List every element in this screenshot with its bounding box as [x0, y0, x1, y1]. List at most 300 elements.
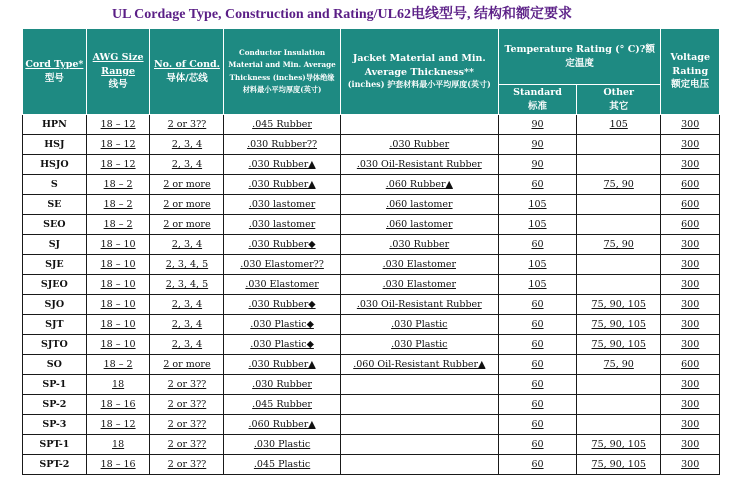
cell-conductors	[150, 175, 224, 195]
cell-voltage-text: 300	[681, 319, 700, 330]
cell-voltage	[661, 415, 720, 435]
header-cord-type-label: Cord Type*	[25, 58, 84, 70]
cell-jacket	[340, 435, 498, 455]
cell-conductors-text: 2, 3, 4	[171, 239, 203, 250]
cell-voltage	[661, 255, 720, 275]
cell-insulation-text: .045 Rubber	[252, 399, 312, 410]
cell-voltage-text: 300	[681, 459, 700, 470]
cell-awg-text: 18 – 10	[100, 259, 136, 270]
cell-standard-text: 105	[528, 279, 547, 290]
cell-awg-text: 18	[112, 379, 125, 390]
cell-awg-text: 18 – 12	[100, 119, 136, 130]
cell-awg	[86, 455, 150, 475]
cell-voltage-text: 300	[681, 419, 700, 430]
cell-standard	[498, 315, 576, 335]
cell-voltage-text: 600	[681, 359, 700, 370]
cell-conductors-text: 2 or 3??	[167, 379, 207, 390]
cell-awg-text: 18 – 2	[103, 219, 133, 230]
cell-insulation	[224, 295, 340, 315]
cell-awg	[86, 295, 150, 315]
cell-jacket-text: .030 Oil-Resistant Rubber	[356, 299, 482, 310]
cell-conductors	[150, 195, 224, 215]
cordage-table	[22, 28, 720, 475]
cell-voltage	[661, 375, 720, 395]
cell-standard	[498, 115, 576, 135]
cell-standard-text: 60	[531, 319, 544, 330]
cell-voltage-text: 600	[681, 179, 700, 190]
cell-awg-text: 18 – 12	[100, 419, 136, 430]
cell-conductors	[150, 355, 224, 375]
cell-other	[577, 215, 661, 235]
cell-other	[577, 375, 661, 395]
header-standard-cn: 标准	[528, 100, 548, 112]
table-row	[23, 135, 720, 155]
cell-voltage-text: 300	[681, 119, 700, 130]
table-row	[23, 295, 720, 315]
cell-awg-text: 18 – 12	[100, 139, 136, 150]
cell-standard	[498, 415, 576, 435]
cell-cord-type: HSJ	[23, 135, 87, 155]
cell-insulation	[224, 255, 340, 275]
cell-jacket	[340, 335, 498, 355]
cell-standard-text: 60	[531, 419, 544, 430]
cell-standard	[498, 255, 576, 275]
cell-voltage-text: 300	[681, 279, 700, 290]
header-temperature-label: Temperature Rating (° C)?额定温度	[504, 43, 655, 69]
cell-jacket-text: .060 Rubber▲	[385, 179, 453, 190]
cell-jacket-text: .030 Plastic	[391, 339, 448, 350]
cell-awg	[86, 195, 150, 215]
cell-other-text: 75, 90, 105	[591, 439, 646, 450]
cell-cord-type: SO	[23, 355, 87, 375]
cell-conductors-text: 2 or 3??	[167, 439, 207, 450]
cell-awg-text: 18 – 10	[100, 339, 136, 350]
cell-conductors-text: 2, 3, 4	[171, 319, 203, 330]
cell-conductors-text: 2, 3, 4	[171, 159, 203, 170]
cell-voltage	[661, 455, 720, 475]
cell-jacket	[340, 415, 498, 435]
table-body	[23, 115, 720, 475]
cell-voltage	[661, 435, 720, 455]
cell-insulation-text: .060 Rubber▲	[248, 419, 316, 430]
table-header	[23, 29, 720, 115]
cell-jacket	[340, 275, 498, 295]
table-row	[23, 455, 720, 475]
cell-voltage	[661, 355, 720, 375]
cell-cord-type: HPN	[23, 115, 87, 135]
cell-other	[577, 335, 661, 355]
cell-awg	[86, 355, 150, 375]
cell-voltage-text: 300	[681, 259, 700, 270]
cell-other	[577, 355, 661, 375]
cell-voltage-text: 300	[681, 379, 700, 390]
cell-awg	[86, 175, 150, 195]
cell-other	[577, 195, 661, 215]
cell-voltage	[661, 155, 720, 175]
cell-voltage-text: 300	[681, 139, 700, 150]
header-other-cn: 其它	[609, 100, 629, 112]
cell-cord-type: SJTO	[23, 335, 87, 355]
cell-conductors	[150, 215, 224, 235]
cell-standard	[498, 275, 576, 295]
cell-standard-text: 60	[531, 379, 544, 390]
cell-voltage-text: 300	[681, 339, 700, 350]
cell-cord-type: SP-2	[23, 395, 87, 415]
cell-cord-type: HSJO	[23, 155, 87, 175]
cell-awg	[86, 215, 150, 235]
cell-other	[577, 415, 661, 435]
cell-insulation	[224, 275, 340, 295]
cell-awg-text: 18 – 2	[103, 179, 133, 190]
header-voltage-label: Voltage Rating	[670, 51, 711, 77]
cell-other-text: 75, 90, 105	[591, 459, 646, 470]
cell-awg-text: 18 – 16	[100, 399, 136, 410]
cell-conductors-text: 2 or 3??	[167, 459, 207, 470]
cell-insulation	[224, 335, 340, 355]
cell-voltage	[661, 195, 720, 215]
cell-insulation-text: .030 Plastic◆	[250, 319, 314, 330]
cell-standard-text: 60	[531, 339, 544, 350]
cell-conductors-text: 2 or 3??	[167, 419, 207, 430]
cell-jacket	[340, 255, 498, 275]
header-jacket-label: Jacket Material and Min. Average Thickness**	[352, 52, 486, 78]
cell-voltage	[661, 215, 720, 235]
cell-conductors	[150, 395, 224, 415]
cell-jacket-text: .060 Oil-Resistant Rubber▲	[353, 359, 486, 370]
cell-conductors	[150, 435, 224, 455]
header-standard-label: Standard	[513, 86, 562, 98]
cell-conductors-text: 2 or 3??	[167, 399, 207, 410]
header-awg	[86, 29, 150, 115]
cell-conductors-text: 2, 3, 4, 5	[165, 279, 209, 290]
cell-insulation-text: .030 lastomer	[248, 199, 316, 210]
cell-jacket-text: .030 Oil-Resistant Rubber	[356, 159, 482, 170]
cell-insulation-text: .030 Rubber◆	[248, 239, 316, 250]
cell-jacket	[340, 295, 498, 315]
cell-voltage	[661, 175, 720, 195]
cell-awg	[86, 155, 150, 175]
table-row	[23, 235, 720, 255]
cell-other	[577, 235, 661, 255]
cell-insulation-text: .030 Rubber	[252, 379, 312, 390]
cell-conductors	[150, 235, 224, 255]
cell-conductors	[150, 255, 224, 275]
cell-awg-text: 18 – 10	[100, 239, 136, 250]
cell-standard	[498, 375, 576, 395]
header-insulation	[224, 29, 340, 115]
cell-awg	[86, 435, 150, 455]
cell-jacket	[340, 175, 498, 195]
header-awg-label: AWG Size Range	[92, 51, 144, 77]
cell-cord-type: SPT-1	[23, 435, 87, 455]
cell-cord-type: SEO	[23, 215, 87, 235]
cell-other	[577, 135, 661, 155]
cell-standard-text: 60	[531, 179, 544, 190]
cell-voltage-text: 300	[681, 159, 700, 170]
cell-awg-text: 18 – 10	[100, 299, 136, 310]
cell-insulation	[224, 375, 340, 395]
cell-standard-text: 105	[528, 199, 547, 210]
cell-standard-text: 60	[531, 239, 544, 250]
cell-standard	[498, 175, 576, 195]
header-other-label: Other	[603, 86, 635, 98]
cell-conductors-text: 2 or more	[163, 219, 211, 230]
cell-conductors-text: 2 or more	[163, 199, 211, 210]
cell-other	[577, 315, 661, 335]
cell-awg-text: 18	[112, 439, 125, 450]
cell-awg-text: 18 – 16	[100, 459, 136, 470]
cell-standard-text: 60	[531, 399, 544, 410]
table-row	[23, 115, 720, 135]
cell-standard	[498, 335, 576, 355]
cell-jacket	[340, 315, 498, 335]
cell-other-text: 75, 90	[603, 359, 634, 370]
cell-other	[577, 295, 661, 315]
cell-other	[577, 455, 661, 475]
cell-standard	[498, 435, 576, 455]
cell-conductors	[150, 275, 224, 295]
cell-conductors	[150, 455, 224, 475]
cell-standard	[498, 295, 576, 315]
cell-other	[577, 435, 661, 455]
cell-insulation-text: .045 Plastic	[253, 459, 311, 470]
table-row	[23, 195, 720, 215]
cell-jacket-text: .030 Rubber	[389, 139, 450, 150]
cell-insulation-text: .030 Plastic	[253, 439, 311, 450]
cell-conductors-text: 2, 3, 4, 5	[165, 259, 209, 270]
cell-jacket	[340, 215, 498, 235]
cell-conductors	[150, 295, 224, 315]
cell-jacket-text: .060 lastomer	[386, 219, 453, 230]
cell-voltage	[661, 395, 720, 415]
cell-awg	[86, 415, 150, 435]
cell-insulation-text: .030 Plastic◆	[250, 339, 314, 350]
cell-standard-text: 60	[531, 459, 544, 470]
cell-awg	[86, 315, 150, 335]
table-row	[23, 155, 720, 175]
cell-standard-text: 90	[531, 139, 544, 150]
cell-voltage-text: 300	[681, 299, 700, 310]
cell-other	[577, 395, 661, 415]
cell-cord-type: SJ	[23, 235, 87, 255]
cell-insulation	[224, 155, 340, 175]
cell-insulation-text: .030 Rubber▲	[248, 179, 316, 190]
table-row	[23, 355, 720, 375]
cell-voltage-text: 300	[681, 399, 700, 410]
cell-cord-type: SJT	[23, 315, 87, 335]
cell-voltage	[661, 235, 720, 255]
cell-standard	[498, 395, 576, 415]
cell-cord-type: SJEO	[23, 275, 87, 295]
cell-insulation	[224, 235, 340, 255]
cell-awg	[86, 255, 150, 275]
cell-insulation-text: .030 Rubber??	[247, 139, 318, 150]
cell-standard	[498, 235, 576, 255]
header-awg-cn: 线号	[108, 79, 128, 91]
cell-conductors-text: 2 or 3??	[167, 119, 207, 130]
header-voltage-cn: 额定电压	[671, 79, 710, 91]
cell-standard-text: 60	[531, 299, 544, 310]
cell-standard-text: 90	[531, 119, 544, 130]
cell-awg-text: 18 – 10	[100, 319, 136, 330]
cell-insulation	[224, 435, 340, 455]
cell-insulation	[224, 115, 340, 135]
cell-insulation-text: .030 Rubber◆	[248, 299, 316, 310]
cell-jacket	[340, 115, 498, 135]
cell-standard-text: 60	[531, 439, 544, 450]
header-insulation-label: Conductor Insulation Material and Min. Average Thickness (inches)导体绝缘材料最小平均厚度(英寸)	[228, 48, 336, 94]
table-row	[23, 315, 720, 335]
cell-jacket-text: .060 lastomer	[386, 199, 453, 210]
cell-jacket	[340, 395, 498, 415]
cell-voltage	[661, 295, 720, 315]
header-cord-type-cn: 型号	[44, 72, 64, 84]
header-voltage	[661, 29, 720, 115]
cell-insulation	[224, 215, 340, 235]
cell-awg-text: 18 – 10	[100, 279, 136, 290]
cell-voltage-text: 300	[681, 439, 700, 450]
cell-standard-text: 90	[531, 159, 544, 170]
cell-awg-text: 18 – 2	[103, 199, 133, 210]
cell-awg	[86, 115, 150, 135]
cell-voltage	[661, 115, 720, 135]
cell-insulation-text: .030 lastomer	[248, 219, 316, 230]
cell-other-text: 75, 90, 105	[591, 299, 646, 310]
cell-standard	[498, 355, 576, 375]
cell-jacket	[340, 135, 498, 155]
cell-conductors	[150, 415, 224, 435]
header-cond-label: No. of Cond.	[154, 58, 220, 70]
cell-awg	[86, 235, 150, 255]
cell-cord-type: S	[23, 175, 87, 195]
cell-standard-text: 105	[528, 219, 547, 230]
cell-insulation	[224, 355, 340, 375]
cell-conductors-text: 2, 3, 4	[171, 339, 203, 350]
header-cord-type	[23, 29, 87, 115]
cell-jacket	[340, 155, 498, 175]
cell-jacket	[340, 235, 498, 255]
cell-cord-type: SE	[23, 195, 87, 215]
header-conductors	[150, 29, 224, 115]
table-row	[23, 175, 720, 195]
cell-insulation	[224, 195, 340, 215]
cell-jacket-text: .030 Rubber	[389, 239, 450, 250]
cell-awg-text: 18 – 12	[100, 159, 136, 170]
cell-jacket	[340, 455, 498, 475]
cell-voltage	[661, 135, 720, 155]
cell-voltage	[661, 335, 720, 355]
cell-insulation-text: .030 Rubber▲	[248, 359, 316, 370]
cell-standard	[498, 195, 576, 215]
cell-conductors	[150, 115, 224, 135]
header-other	[577, 85, 661, 115]
table-row	[23, 335, 720, 355]
cell-other	[577, 275, 661, 295]
cell-standard	[498, 155, 576, 175]
cell-other-text: 75, 90, 105	[591, 319, 646, 330]
header-jacket-cn: (inches) 护套材料最小平均厚度(英寸)	[347, 79, 491, 90]
cell-jacket-text: .030 Elastomer	[382, 279, 456, 290]
cell-standard-text: 105	[528, 259, 547, 270]
cell-conductors	[150, 335, 224, 355]
cell-awg	[86, 375, 150, 395]
cell-awg	[86, 335, 150, 355]
cell-standard	[498, 135, 576, 155]
cell-other	[577, 155, 661, 175]
cell-cord-type: SPT-2	[23, 455, 87, 475]
cell-awg-text: 18 – 2	[103, 359, 133, 370]
cell-other	[577, 255, 661, 275]
cell-other	[577, 115, 661, 135]
cell-standard	[498, 215, 576, 235]
cell-standard	[498, 455, 576, 475]
cell-insulation-text: .030 Rubber▲	[248, 159, 316, 170]
table-row	[23, 415, 720, 435]
cell-awg	[86, 135, 150, 155]
cell-insulation	[224, 455, 340, 475]
table-row	[23, 215, 720, 235]
cell-cord-type: SJO	[23, 295, 87, 315]
cell-other-text: 75, 90	[603, 239, 634, 250]
header-temperature	[498, 29, 660, 85]
cell-awg	[86, 275, 150, 295]
cell-cord-type: SP-3	[23, 415, 87, 435]
cell-voltage	[661, 315, 720, 335]
cell-other-text: 75, 90	[603, 179, 634, 190]
cell-jacket	[340, 195, 498, 215]
page-title: UL Cordage Type, Construction and Rating/UL62电线型号, 结构和额定要求	[112, 7, 572, 22]
table-row	[23, 255, 720, 275]
cell-conductors-text: 2, 3, 4	[171, 139, 203, 150]
cell-conductors	[150, 155, 224, 175]
cell-voltage-text: 300	[681, 239, 700, 250]
cell-jacket	[340, 355, 498, 375]
cell-insulation	[224, 315, 340, 335]
cell-insulation-text: .030 Elastomer	[245, 279, 319, 290]
table-row	[23, 275, 720, 295]
cell-other	[577, 175, 661, 195]
cell-insulation	[224, 395, 340, 415]
cell-conductors-text: 2 or more	[163, 179, 211, 190]
cell-jacket-text: .030 Plastic	[391, 319, 448, 330]
cell-conductors-text: 2, 3, 4	[171, 299, 203, 310]
cell-insulation	[224, 175, 340, 195]
cell-insulation	[224, 415, 340, 435]
cell-insulation-text: .030 Elastomer??	[240, 259, 324, 270]
cell-standard-text: 60	[531, 359, 544, 370]
table-row	[23, 435, 720, 455]
cell-voltage	[661, 275, 720, 295]
header-jacket	[340, 29, 498, 115]
cell-conductors-text: 2 or more	[163, 359, 211, 370]
cell-voltage-text: 600	[681, 199, 700, 210]
cell-awg	[86, 395, 150, 415]
header-standard	[498, 85, 576, 115]
cell-other-text: 105	[609, 119, 628, 130]
cell-conductors	[150, 135, 224, 155]
cell-other-text: 75, 90, 105	[591, 339, 646, 350]
cell-conductors	[150, 315, 224, 335]
cell-jacket	[340, 375, 498, 395]
table-row	[23, 395, 720, 415]
cell-conductors	[150, 375, 224, 395]
table-row	[23, 375, 720, 395]
cell-cord-type: SJE	[23, 255, 87, 275]
cell-insulation	[224, 135, 340, 155]
cell-insulation-text: .045 Rubber	[252, 119, 312, 130]
cell-jacket-text: .030 Elastomer	[382, 259, 456, 270]
header-cond-cn: 导体/芯线	[166, 72, 208, 84]
